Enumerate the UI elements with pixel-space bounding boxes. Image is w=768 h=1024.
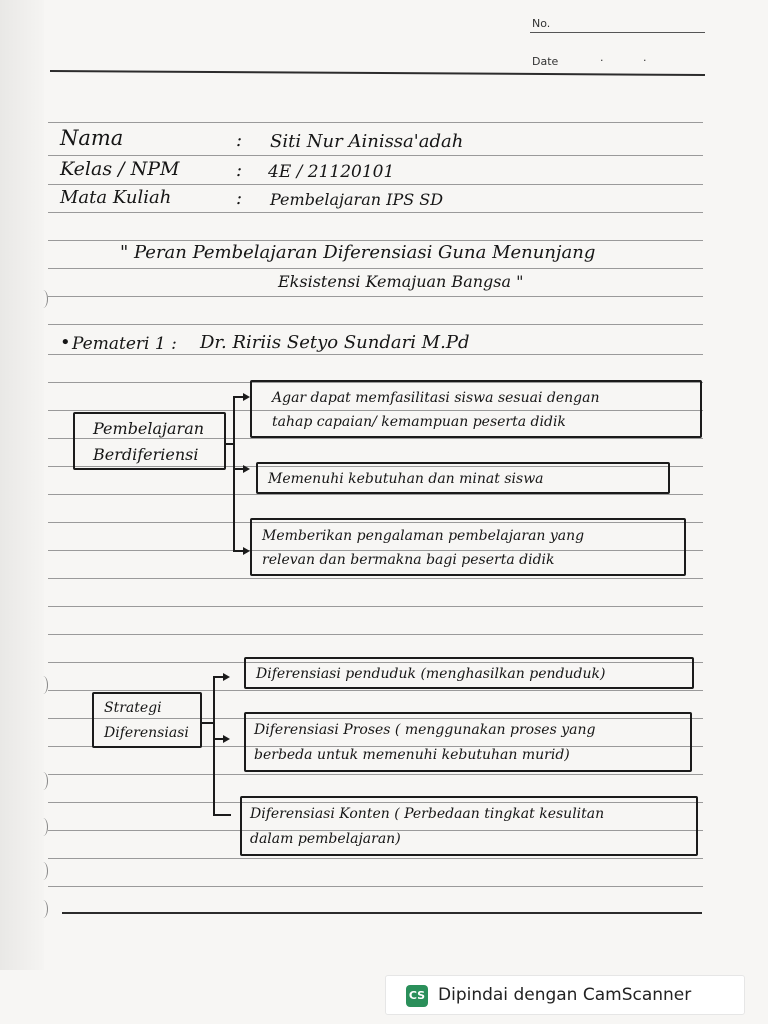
- diagram1-branch-1-line-2: tahap capaian/ kemampuan peserta didik: [272, 414, 566, 430]
- class-npm-sep: :: [236, 160, 243, 181]
- speaker-label: Pemateri 1 :: [72, 334, 177, 354]
- camscanner-icon: CS: [406, 985, 428, 1007]
- ruled-line: [48, 155, 703, 156]
- binding-hole: [38, 676, 48, 694]
- ruled-line: [48, 606, 703, 607]
- diagram2-branch-box-3: [240, 796, 698, 856]
- diagram2-arrow: [223, 735, 230, 743]
- diagram1-branch-2-line-1: Memenuhi kebutuhan dan minat siswa: [268, 471, 544, 487]
- diagram2-branch-stub: [213, 738, 223, 740]
- diagram2-root-box: [92, 692, 202, 748]
- no-label: No.: [532, 17, 551, 30]
- class-npm-value: 4E / 21120101: [268, 162, 395, 182]
- diagram2-arrow: [223, 673, 230, 681]
- binding-hole: [38, 862, 48, 880]
- diagram1-branch-box-1: [250, 380, 702, 438]
- ruled-line: [48, 774, 703, 775]
- diagram2-branch-stub: [213, 814, 231, 816]
- binding-hole: [38, 818, 48, 836]
- ruled-line: [48, 184, 703, 185]
- title-line-2: Eksistensi Kemajuan Bangsa ": [278, 272, 524, 291]
- no-line: [530, 32, 705, 33]
- binding-hole: [38, 900, 48, 918]
- diagram1-branch-stub: [233, 468, 243, 470]
- diagram2-branch-3-line-1: Diferensiasi Konten ( Perbedaan tingkat kesulitan: [250, 806, 605, 822]
- ruled-line: [48, 494, 703, 495]
- diagram1-branch-3-line-2: relevan dan bermakna bagi peserta didik: [262, 552, 555, 568]
- class-npm-label: Kelas / NPM: [60, 158, 180, 180]
- diagram1-branch-box-2: [256, 462, 670, 494]
- diagram2-branch-box-1: [244, 657, 694, 689]
- course-label: Mata Kuliah: [60, 187, 172, 208]
- ruled-line: [48, 354, 703, 355]
- ruled-line: [48, 578, 703, 579]
- diagram1-branch-box-3: [250, 518, 686, 576]
- diagram1-branch-stub: [233, 396, 243, 398]
- course-value: Pembelajaran IPS SD: [270, 190, 444, 209]
- name-value: Siti Nur Ainissa'adah: [270, 131, 464, 152]
- diagram1-branch-stub: [233, 550, 243, 552]
- ruled-line: [62, 912, 702, 914]
- ruled-line: [48, 268, 703, 269]
- name-label: Nama: [60, 126, 124, 150]
- ruled-line: [48, 296, 703, 297]
- course-sep: :: [236, 188, 243, 209]
- name-sep: :: [236, 130, 243, 151]
- date-label: Date: [532, 55, 559, 68]
- ruled-line: [48, 324, 703, 325]
- diagram1-arrow: [243, 547, 250, 555]
- binding-hole: [38, 290, 48, 308]
- diagram1-root-box: [73, 412, 226, 470]
- speaker-name: Dr. Ririis Setyo Sundari M.Pd: [200, 332, 470, 353]
- diagram1-branch-1-line-1: Agar dapat memfasilitasi siswa sesuai dengan: [272, 390, 600, 406]
- ruled-line: [48, 886, 703, 887]
- diagram2-trunk: [213, 676, 215, 816]
- diagram2-branch-stub: [213, 676, 223, 678]
- header-rule: [50, 70, 705, 76]
- diagram1-root-line-2: Berdiferiensi: [93, 445, 199, 464]
- diagram2-branch-2-line-1: Diferensiasi Proses ( menggunakan proses yang: [254, 722, 596, 738]
- diagram1-trunk: [233, 396, 235, 552]
- ruled-line: [48, 858, 703, 859]
- diagram1-root-line-1: Pembelajaran: [93, 419, 205, 438]
- camscanner-watermark: [385, 975, 745, 1015]
- diagram1-arrow: [243, 393, 250, 401]
- date-dots: · ·: [600, 54, 665, 67]
- title-line-1: " Peran Pembelajaran Diferensiasi Guna Menunjang: [120, 242, 596, 263]
- camscanner-label: Dipindai dengan CamScanner: [438, 985, 692, 1005]
- speaker-bullet: •: [60, 332, 71, 353]
- diagram2-branch-1-line-1: Diferensiasi penduduk (menghasilkan penduduk): [256, 666, 606, 682]
- diagram2-branch-3-line-2: dalam pembelajaran): [250, 831, 401, 847]
- diagram2-root-line-2: Diferensiasi: [104, 725, 189, 741]
- diagram2-root-line-1: Strategi: [104, 700, 162, 716]
- diagram1-branch-3-line-1: Memberikan pengalaman pembelajaran yang: [262, 528, 585, 544]
- diagram1-arrow: [243, 465, 250, 473]
- diagram2-branch-box-2: [244, 712, 692, 772]
- binding-hole: [38, 772, 48, 790]
- ruled-line: [48, 212, 703, 213]
- ruled-line: [48, 122, 703, 123]
- ruled-line: [48, 634, 703, 635]
- diagram2-branch-2-line-2: berbeda untuk memenuhi kebutuhan murid): [254, 747, 570, 763]
